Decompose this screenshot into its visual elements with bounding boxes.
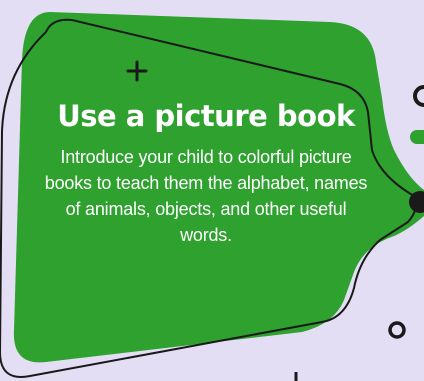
card-title: Use a picture book xyxy=(57,99,355,133)
card-body-text: Introduce your child to colorful picture books to teach them the alphabet, names of animals, objects, and other useful words. xyxy=(44,147,368,245)
green-dash xyxy=(410,130,424,144)
card-content xyxy=(36,98,376,248)
ring-icon xyxy=(415,87,424,105)
small-ring xyxy=(390,323,404,337)
